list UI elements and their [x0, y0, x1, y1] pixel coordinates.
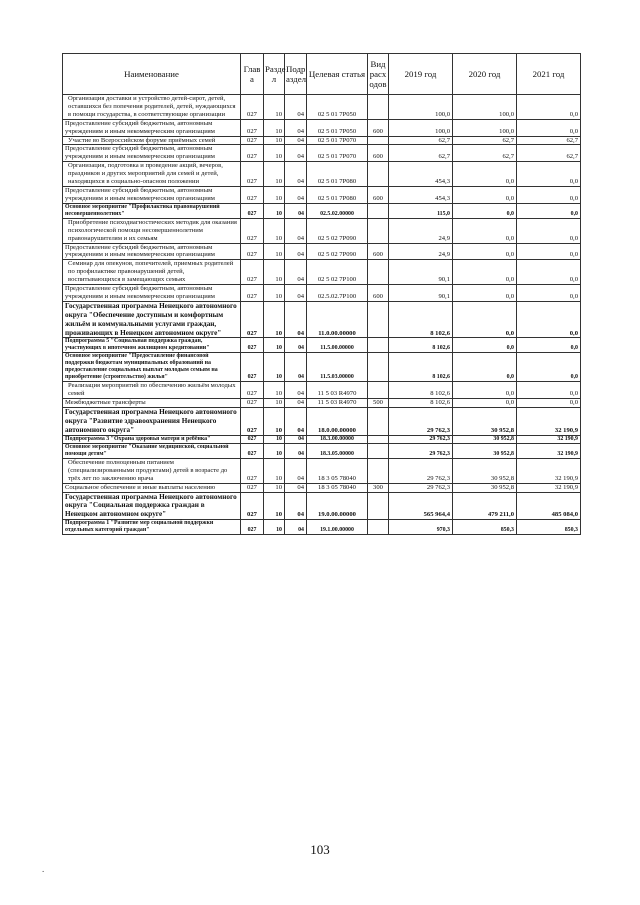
- row-expense-type: [368, 301, 389, 338]
- row-value-2021: 32 190,9: [517, 408, 581, 436]
- row-expense-type: [368, 136, 389, 145]
- row-podrazdel: 04: [285, 243, 307, 260]
- row-expense-type: 600: [368, 119, 389, 136]
- row-target-article: 02 5 01 7Р050: [307, 119, 368, 136]
- row-value-2019: 8 102,6: [389, 301, 453, 338]
- row-value-2020: 30 952,8: [453, 408, 517, 436]
- row-glava: 027: [241, 492, 264, 520]
- row-name: Предоставление субсидий бюджетным, автономным учреждениям и иным некоммерческим организациям: [63, 243, 241, 260]
- row-name: Государственная программа Ненецкого автономного округа "Обеспечение доступным и комфортным жильём и коммунальными услугами граждан, проживающих в Ненецком автономном округе": [63, 301, 241, 338]
- table-row: [63, 483, 581, 492]
- row-value-2019: 8 102,6: [389, 382, 453, 399]
- row-expense-type: [368, 458, 389, 483]
- row-value-2021: 32 190,9: [517, 435, 581, 443]
- row-razdel: 10: [264, 458, 285, 483]
- row-glava: 027: [241, 186, 264, 203]
- row-value-2019: 115,0: [389, 203, 453, 218]
- row-value-2020: 30 952,8: [453, 443, 517, 458]
- row-razdel: 10: [264, 186, 285, 203]
- table-row: [63, 435, 581, 443]
- row-value-2020: 0,0: [453, 285, 517, 302]
- row-value-2021: 0,0: [517, 353, 581, 382]
- table-row: [63, 260, 581, 285]
- row-razdel: 10: [264, 353, 285, 382]
- table-row: [63, 408, 581, 436]
- row-value-2019: 24,9: [389, 218, 453, 243]
- row-glava: 027: [241, 353, 264, 382]
- row-value-2020: 30 952,8: [453, 483, 517, 492]
- row-razdel: 10: [264, 162, 285, 187]
- row-podrazdel: 04: [285, 260, 307, 285]
- row-podrazdel: 04: [285, 458, 307, 483]
- row-podrazdel: 04: [285, 483, 307, 492]
- row-razdel: 10: [264, 285, 285, 302]
- row-value-2021: 32 190,9: [517, 483, 581, 492]
- row-razdel: 10: [264, 483, 285, 492]
- header-expense-type: Вид расх одов: [368, 54, 389, 95]
- row-podrazdel: 04: [285, 492, 307, 520]
- table-row: [63, 162, 581, 187]
- row-value-2020: 0,0: [453, 301, 517, 338]
- row-value-2021: 0,0: [517, 162, 581, 187]
- header-2019: 2019 год: [389, 54, 453, 95]
- row-podrazdel: 04: [285, 145, 307, 162]
- table-row: [63, 382, 581, 399]
- row-value-2020: 0,0: [453, 338, 517, 353]
- row-expense-type: [368, 95, 389, 120]
- table-row: [63, 338, 581, 353]
- row-value-2020: 850,3: [453, 520, 517, 535]
- row-value-2019: 8 102,6: [389, 338, 453, 353]
- row-podrazdel: 04: [285, 136, 307, 145]
- row-name: Приобретение психодиагностических методик для оказания психологической помощи несовершеннолетним правонарушителям и их семьям: [63, 218, 241, 243]
- row-target-article: 02 5 01 7Р070: [307, 136, 368, 145]
- row-podrazdel: 04: [285, 382, 307, 399]
- row-name: Подпрограмма 1 "Развитие мер социальной поддержки отдельных категорий граждан": [63, 520, 241, 535]
- row-podrazdel: 04: [285, 301, 307, 338]
- row-razdel: 10: [264, 399, 285, 408]
- row-expense-type: [368, 203, 389, 218]
- header-2021: 2021 год: [517, 54, 581, 95]
- row-expense-type: 300: [368, 483, 389, 492]
- row-target-article: 02 5 02 7Р100: [307, 260, 368, 285]
- table-row: [63, 145, 581, 162]
- table-row: [63, 119, 581, 136]
- row-glava: 027: [241, 203, 264, 218]
- header-target-article: Целевая статья: [307, 54, 368, 95]
- row-razdel: 10: [264, 338, 285, 353]
- page-number: 103: [310, 842, 330, 857]
- row-name: Предоставление субсидий бюджетным, автономным учреждениям и иным некоммерческим организациям: [63, 186, 241, 203]
- row-value-2019: 62,7: [389, 136, 453, 145]
- row-value-2019: 90,1: [389, 285, 453, 302]
- row-glava: 027: [241, 260, 264, 285]
- row-value-2021: 32 190,9: [517, 443, 581, 458]
- row-value-2021: 0,0: [517, 382, 581, 399]
- row-value-2019: 29 762,3: [389, 408, 453, 436]
- row-name: Основное мероприятие "Оказание медицинской, социальной помощи детям": [63, 443, 241, 458]
- row-glava: 027: [241, 435, 264, 443]
- row-target-article: 02 5 01 7Р080: [307, 186, 368, 203]
- row-name: Предоставление субсидий бюджетным, автономным учреждениям и иным некоммерческим организациям: [63, 285, 241, 302]
- row-glava: 027: [241, 338, 264, 353]
- row-value-2020: 0,0: [453, 399, 517, 408]
- row-glava: 027: [241, 483, 264, 492]
- row-name: Государственная программа Ненецкого автономного округа "Социальная поддержка граждан в Ненецком автономном округе": [63, 492, 241, 520]
- row-value-2021: 0,0: [517, 243, 581, 260]
- row-razdel: 10: [264, 301, 285, 338]
- row-target-article: 11.5.03.00000: [307, 353, 368, 382]
- table-row: [63, 243, 581, 260]
- row-glava: 027: [241, 119, 264, 136]
- row-target-article: 18.3.05.00000: [307, 443, 368, 458]
- table-row: [63, 353, 581, 382]
- header-2020: 2020 год: [453, 54, 517, 95]
- row-target-article: 18 3 05 78040: [307, 458, 368, 483]
- row-target-article: 02.5.02.00000: [307, 203, 368, 218]
- row-name: Семинар для опекунов, попечителей, приемных родителей по профилактике правонарушений детей, воспитывающихся в замещающих семьях: [63, 260, 241, 285]
- row-name: Участие во Всероссийском форуме приёмных семей: [63, 136, 241, 145]
- row-name: Подпрограмма 3 "Охрана здоровья матери и ребёнка": [63, 435, 241, 443]
- row-value-2021: 0,0: [517, 399, 581, 408]
- row-razdel: 10: [264, 145, 285, 162]
- row-name: Межбюджетные трансферты: [63, 399, 241, 408]
- row-name: Государственная программа Ненецкого автономного округа "Развитие здравоохранения Ненецкого автономного округа": [63, 408, 241, 436]
- table-row: [63, 203, 581, 218]
- row-expense-type: [368, 162, 389, 187]
- row-name: Социальное обеспечение и иные выплаты населению: [63, 483, 241, 492]
- row-razdel: 10: [264, 520, 285, 535]
- row-value-2019: 29 762,3: [389, 443, 453, 458]
- table-row: [63, 95, 581, 120]
- row-value-2019: 8 102,6: [389, 353, 453, 382]
- table-header: [63, 54, 581, 95]
- row-podrazdel: 04: [285, 520, 307, 535]
- row-razdel: 10: [264, 95, 285, 120]
- row-expense-type: [368, 382, 389, 399]
- row-target-article: 02.5.02.7Р100: [307, 285, 368, 302]
- row-value-2019: 90,1: [389, 260, 453, 285]
- row-expense-type: 500: [368, 399, 389, 408]
- row-value-2021: 0,0: [517, 218, 581, 243]
- row-target-article: 11 5 03 R4970: [307, 399, 368, 408]
- row-podrazdel: 04: [285, 95, 307, 120]
- row-podrazdel: 04: [285, 203, 307, 218]
- row-expense-type: 600: [368, 145, 389, 162]
- footer-mark: .: [42, 864, 45, 874]
- row-value-2021: 0,0: [517, 119, 581, 136]
- row-name: Основное мероприятие "Предоставление финансовой поддержки бюджетам муниципальных образований на предоставление социальных выплат молодым семьям на приобретение (строительство) жилья": [63, 353, 241, 382]
- row-razdel: 10: [264, 136, 285, 145]
- row-value-2020: 0,0: [453, 260, 517, 285]
- row-value-2019: 454,3: [389, 162, 453, 187]
- row-target-article: 18.3.00.00000: [307, 435, 368, 443]
- row-expense-type: [368, 520, 389, 535]
- row-value-2021: 0,0: [517, 301, 581, 338]
- row-value-2020: 30 952,8: [453, 435, 517, 443]
- header-glava: Глав а: [241, 54, 264, 95]
- row-value-2019: 970,3: [389, 520, 453, 535]
- row-podrazdel: 04: [285, 399, 307, 408]
- table-row: [63, 285, 581, 302]
- table-row: [63, 399, 581, 408]
- row-value-2020: 0,0: [453, 186, 517, 203]
- row-razdel: 10: [264, 218, 285, 243]
- row-value-2021: 485 084,0: [517, 492, 581, 520]
- row-value-2020: 0,0: [453, 162, 517, 187]
- row-razdel: 10: [264, 119, 285, 136]
- row-value-2021: 0,0: [517, 95, 581, 120]
- row-value-2020: 479 211,0: [453, 492, 517, 520]
- row-name: Подпрограмма 5 "Социальная поддержка граждан, участвующих в ипотечном жилищном кредитовании": [63, 338, 241, 353]
- row-razdel: 10: [264, 408, 285, 436]
- row-value-2019: 100,0: [389, 95, 453, 120]
- row-glava: 027: [241, 95, 264, 120]
- table-row: [63, 186, 581, 203]
- row-name: Организация доставки и устройство детей-сирот, детей, оставшихся без попечения родителей, детей, нуждающихся в помощи государства, в соответствующие организации: [63, 95, 241, 120]
- row-glava: 027: [241, 145, 264, 162]
- row-expense-type: 600: [368, 285, 389, 302]
- row-glava: 027: [241, 285, 264, 302]
- row-target-article: 18 3 05 78040: [307, 483, 368, 492]
- row-value-2021: 62,7: [517, 136, 581, 145]
- row-value-2020: 62,7: [453, 136, 517, 145]
- row-name: Предоставление субсидий бюджетным, автономным учреждениям и иным некоммерческим организациям: [63, 119, 241, 136]
- row-target-article: 18.0.00.00000: [307, 408, 368, 436]
- row-glava: 027: [241, 301, 264, 338]
- row-razdel: 10: [264, 260, 285, 285]
- row-razdel: 10: [264, 382, 285, 399]
- row-podrazdel: 04: [285, 162, 307, 187]
- row-value-2020: 62,7: [453, 145, 517, 162]
- table-row: [63, 458, 581, 483]
- row-glava: 027: [241, 443, 264, 458]
- row-value-2020: 0,0: [453, 353, 517, 382]
- row-name: Организация, подготовка и проведение акций, вечеров, праздников и других мероприятий для семей и детей, находящихся в социально-опасном положении: [63, 162, 241, 187]
- row-target-article: 02 5 02 7Р090: [307, 218, 368, 243]
- row-value-2021: 62,7: [517, 145, 581, 162]
- table-row: [63, 520, 581, 535]
- table-row: [63, 136, 581, 145]
- row-razdel: 10: [264, 435, 285, 443]
- row-value-2021: 0,0: [517, 203, 581, 218]
- row-expense-type: [368, 443, 389, 458]
- row-target-article: 19.0.00.00000: [307, 492, 368, 520]
- row-value-2020: 0,0: [453, 203, 517, 218]
- row-podrazdel: 04: [285, 338, 307, 353]
- row-value-2021: 32 190,9: [517, 458, 581, 483]
- row-expense-type: 600: [368, 186, 389, 203]
- row-value-2019: 62,7: [389, 145, 453, 162]
- row-razdel: 10: [264, 492, 285, 520]
- row-expense-type: [368, 338, 389, 353]
- row-glava: 027: [241, 218, 264, 243]
- row-value-2019: 29 762,3: [389, 435, 453, 443]
- row-name: Основное мероприятие "Профилактика правонарушений несовершеннолетних": [63, 203, 241, 218]
- row-value-2020: 100,0: [453, 119, 517, 136]
- header-name: Наименование: [63, 54, 241, 95]
- row-value-2021: 850,3: [517, 520, 581, 535]
- table-row: [63, 443, 581, 458]
- table-body: [63, 95, 581, 535]
- row-value-2019: 29 762,3: [389, 483, 453, 492]
- row-value-2019: 29 762,3: [389, 458, 453, 483]
- row-value-2019: 454,3: [389, 186, 453, 203]
- row-podrazdel: 04: [285, 408, 307, 436]
- row-razdel: 10: [264, 443, 285, 458]
- budget-table: [62, 53, 581, 535]
- row-value-2019: 100,0: [389, 119, 453, 136]
- row-name: Обеспечение полноценным питанием (специализированными продуктами) детей в возрасте до трёх лет по заключению врача: [63, 458, 241, 483]
- row-expense-type: 600: [368, 243, 389, 260]
- row-podrazdel: 04: [285, 285, 307, 302]
- row-expense-type: [368, 260, 389, 285]
- row-value-2019: 565 964,4: [389, 492, 453, 520]
- row-glava: 027: [241, 408, 264, 436]
- row-glava: 027: [241, 520, 264, 535]
- row-glava: 027: [241, 243, 264, 260]
- row-razdel: 10: [264, 203, 285, 218]
- row-value-2021: 0,0: [517, 260, 581, 285]
- table-row: [63, 218, 581, 243]
- row-value-2020: 0,0: [453, 382, 517, 399]
- row-name: Предоставление субсидий бюджетным, автономным учреждениям и иным некоммерческим организациям: [63, 145, 241, 162]
- row-value-2020: 0,0: [453, 218, 517, 243]
- row-value-2020: 0,0: [453, 243, 517, 260]
- row-glava: 027: [241, 458, 264, 483]
- row-target-article: 02 5 01 7Р070: [307, 145, 368, 162]
- row-target-article: 11 5 03 R4970: [307, 382, 368, 399]
- row-name: Реализация мероприятий по обеспечению жильём молодых семей: [63, 382, 241, 399]
- row-glava: 027: [241, 382, 264, 399]
- row-podrazdel: 04: [285, 353, 307, 382]
- row-value-2020: 100,0: [453, 95, 517, 120]
- row-expense-type: [368, 435, 389, 443]
- row-podrazdel: 04: [285, 119, 307, 136]
- row-razdel: 10: [264, 243, 285, 260]
- row-podrazdel: 04: [285, 443, 307, 458]
- row-expense-type: [368, 218, 389, 243]
- row-target-article: 02 5 02 7Р090: [307, 243, 368, 260]
- row-value-2021: 0,0: [517, 186, 581, 203]
- row-podrazdel: 04: [285, 218, 307, 243]
- row-expense-type: [368, 492, 389, 520]
- row-value-2021: 0,0: [517, 338, 581, 353]
- row-target-article: 19.1.00.00000: [307, 520, 368, 535]
- row-glava: 027: [241, 399, 264, 408]
- row-value-2021: 0,0: [517, 285, 581, 302]
- row-glava: 027: [241, 162, 264, 187]
- row-target-article: 11.0.00.00000: [307, 301, 368, 338]
- row-value-2019: 24,9: [389, 243, 453, 260]
- row-podrazdel: 04: [285, 435, 307, 443]
- table-row: [63, 492, 581, 520]
- row-value-2019: 8 102,6: [389, 399, 453, 408]
- row-target-article: 02 5 01 7Р050: [307, 95, 368, 120]
- header-podrazdel: Подр аздел: [285, 54, 307, 95]
- header-razdel: Разде л: [264, 54, 285, 95]
- row-target-article: 02 5 01 7Р080: [307, 162, 368, 187]
- row-glava: 027: [241, 136, 264, 145]
- row-target-article: 11.5.00.00000: [307, 338, 368, 353]
- row-value-2020: 30 952,8: [453, 458, 517, 483]
- row-expense-type: [368, 408, 389, 436]
- row-expense-type: [368, 353, 389, 382]
- table-row: [63, 301, 581, 338]
- row-podrazdel: 04: [285, 186, 307, 203]
